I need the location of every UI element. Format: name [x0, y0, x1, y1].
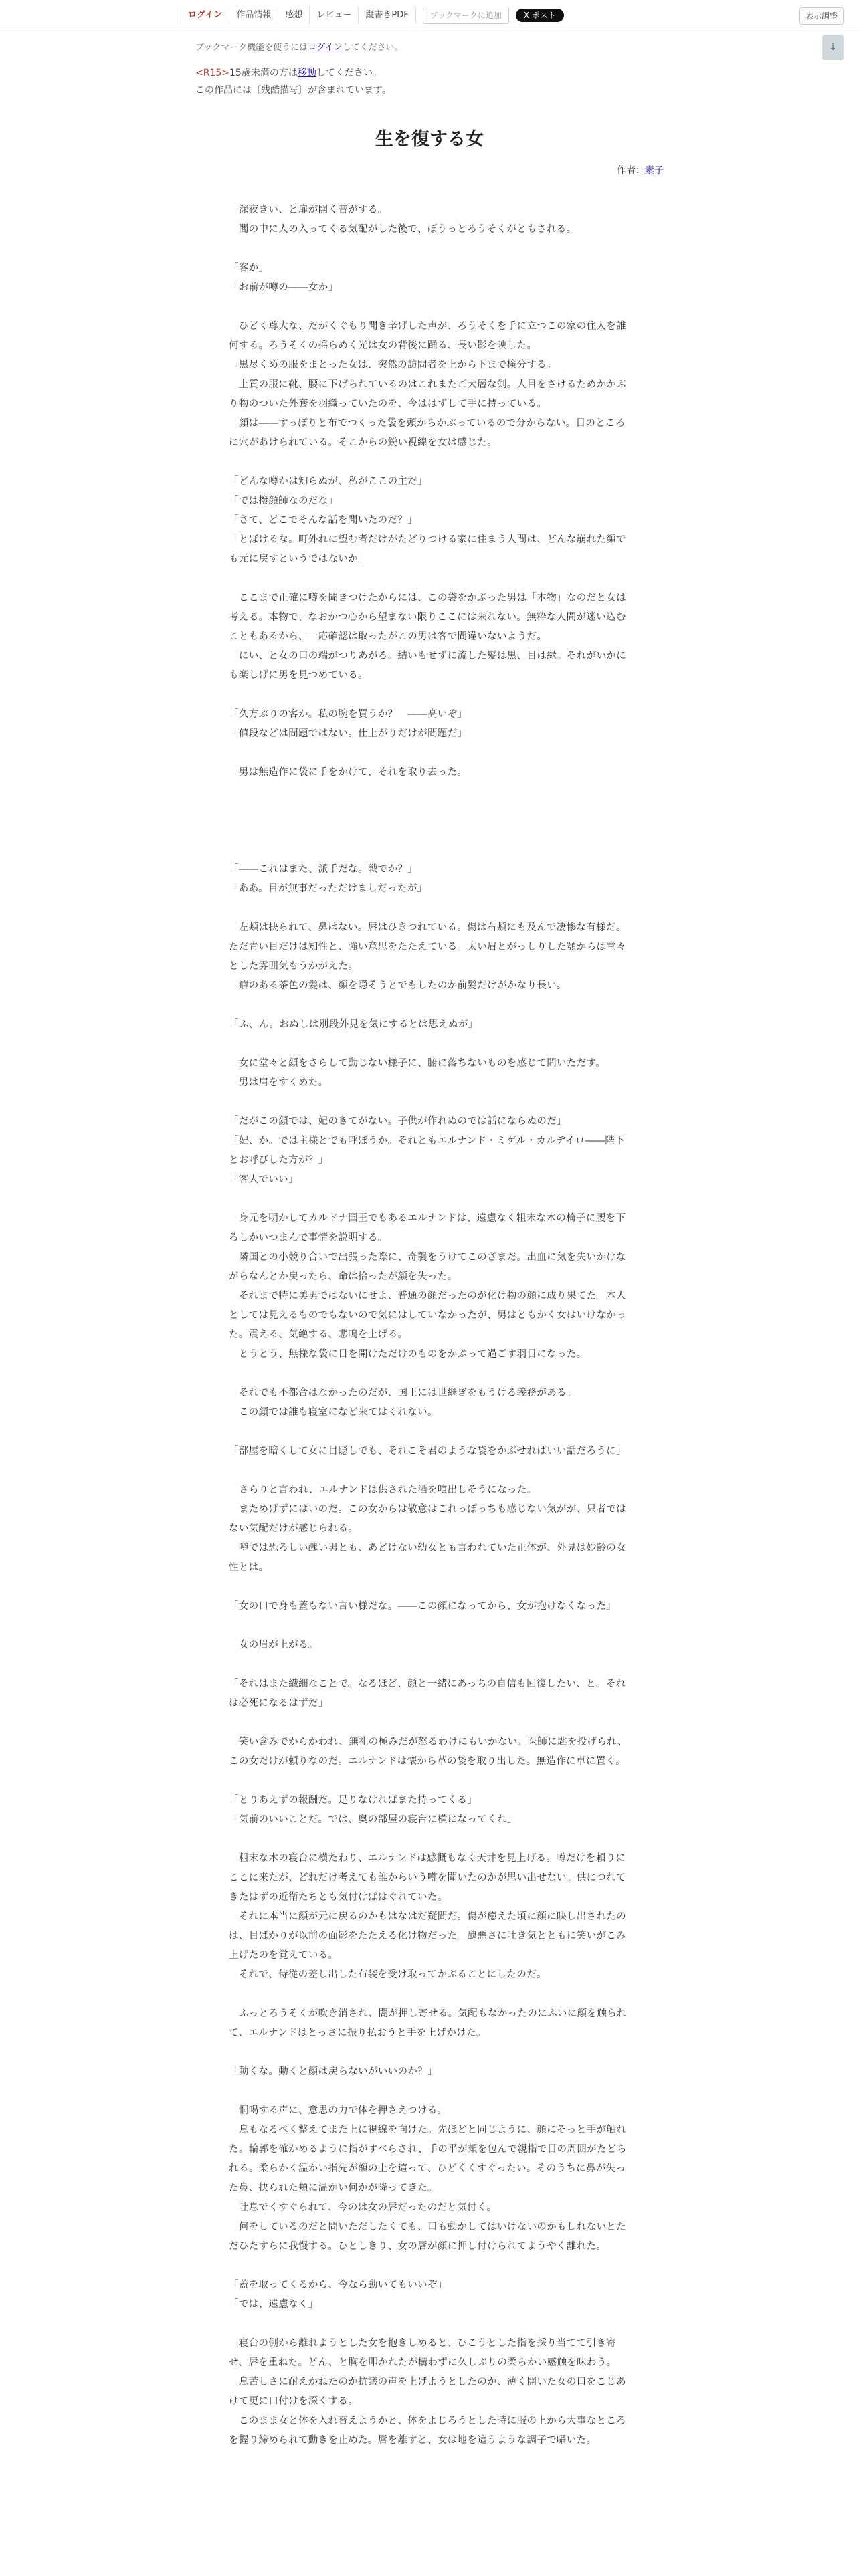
novel-paragraph [229, 1830, 630, 1849]
novel-paragraph: 身元を明かしてカルドナ国王でもあるエルナンドは、遠慮なく粗末な木の椅子に腰を下ろしかいつまんで事情を説明する。 [229, 1213, 626, 1243]
novel-paragraph: 吐息でくすぐられて、今のは女の唇だったのだと気付く。 [229, 2202, 497, 2213]
novel-paragraph: ふっとろうそくが吹き消され、闇が押し寄せる。気配もなかったのにふいに顔を触られて、エルナンドはとっさに振り払おうと手を上げかけた。 [229, 2008, 627, 2038]
novel-paragraph: 上質の服に靴、腰に下げられているのはこれまたご大層な剣。人目をさけるためかかぶり物のついた外套を羽織っていたのを、今ははずして手に持っている。 [229, 379, 626, 409]
novel-paragraph: それでも不都合はなかったのだが、国王には世継ぎをもうける義務がある。 [229, 1388, 577, 1398]
novel-paragraph [229, 1093, 630, 1112]
vertical-pdf-link[interactable]: 縦書きPDF [359, 7, 415, 24]
novel-paragraph: 粗末な木の寝台に横たわり、エルナンドは感慨もなく天井を見上げる。噂だけを頼りにここに来たが、どれだけ考えても誰からいう噂を聞いたのかが思い出せない。供につれてきたはずの近衛たちとも気付けばはぐれていた。 [229, 1853, 626, 1903]
novel-paragraph [229, 569, 630, 588]
novel-paragraph [229, 2256, 630, 2276]
impressions-link[interactable]: 感想 [278, 7, 310, 24]
novel-paragraph: 噂では恐ろしい醜い男とも、あどけない幼女とも言われていた正体が、外見は妙齢の女性とは。 [229, 1543, 626, 1573]
novel-paragraph: 「気前のいいことだ。では、奥の部屋の寝台に横になってくれ」 [229, 1814, 517, 1825]
novel-paragraph: 「ふ、ん。おぬしは別段外見を気にするとは思えぬが」 [229, 1019, 478, 1030]
display-settings-button[interactable]: 表示調整 [799, 7, 844, 25]
author-line [617, 163, 664, 177]
novel-paragraph: 「部屋を暗くして女に目隠しでも、それこそ君のような袋をかぶせればいい話だろうに」 [229, 1446, 626, 1457]
novel-paragraph: 「客人でいい」 [229, 1174, 298, 1185]
novel-paragraph [229, 2315, 630, 2334]
novel-paragraph: 「客か」 [229, 263, 269, 274]
novel-paragraph: さらりと言われ、エルナンドは供された酒を噴出しそうになった。 [229, 1485, 537, 1495]
novel-paragraph: ひどく尊大な、だがくぐもり聞き辛げした声が、ろうそくを手に立つこの家の住人を誰何する。ろうそくの揺らめく光は女の背後に踊る、長い影を映した。 [229, 321, 626, 351]
novel-paragraph [229, 899, 630, 918]
novel-paragraph [229, 1422, 630, 1442]
novel-paragraph [229, 821, 630, 841]
novel-paragraph: 恫喝する声に、意思の力で体を押さえつける。 [229, 2105, 448, 2116]
novel-paragraph [229, 453, 630, 472]
novel-paragraph: にい、と女の口の端がつりあがる。結いもせずに流した髪は黒、目は緑。それがいかにも楽しげに男を見つめている。 [229, 651, 626, 681]
novel-paragraph: 黒尽くめの服をまとった女は、突然の訪問者を上から下まで検分する。 [229, 360, 557, 370]
novel-paragraph: 隣国との小競り合いで出張った際に、奇襲をうけてこのざまだ。出血に気を失いかけながらなんとか戻ったら、命は拾ったが顔を失った。 [229, 1252, 626, 1282]
novel-paragraph: 「蓋を取ってくるから、今なら動いてもいいぞ」 [229, 2280, 448, 2290]
novel-paragraph: 「では撥顔師なのだな」 [229, 496, 339, 506]
novel-paragraph: 「では、遠慮なく」 [229, 2299, 318, 2310]
novel-paragraph [229, 744, 630, 763]
novel-paragraph: 男は無造作に袋に手をかけて、それを取り去った。 [229, 767, 468, 778]
rating-move-link[interactable]: 移動 [297, 68, 316, 78]
novel-paragraph: 「とぼけるな。町外れに望む者だけがたどりつける家に住まう人間は、どんな崩れた顔でも元に戻すというではないか」 [229, 534, 626, 564]
bookmark-notice [195, 40, 403, 53]
novel-paragraph: 「――これはまた、派手だな。戦でか？」 [229, 864, 418, 875]
novel-paragraph [229, 298, 630, 317]
novel-paragraph [229, 1985, 630, 2004]
novel-paragraph: 「お前が噂の――女か」 [229, 282, 339, 293]
novel-paragraph: 「久方ぶりの客か。私の腕を買うか？ ――高いぞ」 [229, 709, 468, 720]
chevron-down-icon: ⇣ [829, 42, 837, 53]
login-link[interactable]: ログイン [181, 7, 229, 24]
novel-paragraph [229, 841, 630, 860]
novel-title: 生を復する女 [375, 129, 484, 150]
content-warning: この作品には〔残酷描写〕が含まれています。 [195, 85, 391, 96]
novel-paragraph: 闇の中に人の入ってくる気配がした後で、ぼうっとろうそくがともされる。 [229, 224, 577, 235]
novel-paragraph: 「動くな。動くと顔は戻らないがいいのか？」 [229, 2066, 438, 2077]
bookmark-add-button[interactable]: ブックマークに追加 [423, 7, 509, 24]
notice-text: ブックマーク機能を使うには [195, 43, 308, 53]
novel-paragraph: この顔では誰も寝室になど来てはくれない。 [229, 1407, 438, 1418]
novel-paragraph [229, 1616, 630, 1636]
novel-paragraph: 男は肩をすくめた。 [229, 1077, 328, 1088]
novel-paragraph: それまで特に美男ではないにせよ、普通の顔だったのが化け物の顔に成り果てた。本人としては見えるものでもないので気にはしていなかったが、男はともかく女はいけなかった。震える、気絶する、悲鳴を上げる。 [229, 1291, 626, 1340]
rating-tag: <R15> [195, 68, 230, 78]
notice-text-after: してください。 [342, 43, 403, 53]
novel-paragraph [229, 1190, 630, 1209]
novel-paragraph [229, 782, 630, 802]
novel-paragraph: 息苦しさに耐えかねたのか抗議の声を上げようとしたのか、薄く開いた女の口をこじあけて更に口付けを深くする。 [229, 2377, 626, 2407]
novel-paragraph: 顔は――すっぽりと布でつくった袋を頭からかぶっているので分からない。目のところに穴があけられている。そこからの鋭い視線を女は感じた。 [229, 418, 626, 448]
novel-paragraph: 女の眉が上がる。 [229, 1640, 318, 1650]
notice-login-link[interactable]: ログイン [308, 43, 343, 53]
rating-text-after: してください。 [316, 68, 382, 78]
review-link[interactable]: レビュー [310, 7, 359, 24]
novel-paragraph: 「どんな噂かは知らぬが、私がここの主だ」 [229, 476, 427, 487]
novel-paragraph: 「さて、どこでそんな話を聞いたのだ？」 [229, 515, 417, 526]
novel-paragraph: 寝台の側から離れようとした女を抱きしめると、ひこうとした指を採り当てて引き寄せ、唇を重ねた。どん、と胸を叩かれたが構わずに久しぶりの柔らかい感触を味わう。 [229, 2338, 617, 2368]
novel-paragraph: ここまで正確に噂を聞きつけたからには、この袋をかぶった男は「本物」なのだと女は考える。本物で、なおかつ心から望まない限りここには来れない。無粋な人間が迷い込むこともあるから、一応確認は取ったがこの男は客で間違いないようだ。 [229, 593, 626, 642]
author-name-link[interactable]: 素子 [645, 165, 664, 176]
novel-paragraph [229, 239, 630, 259]
novel-paragraph [229, 802, 630, 821]
x-post-button[interactable]: X ポスト [516, 9, 564, 22]
novel-paragraph [229, 996, 630, 1015]
novel-paragraph: 女に堂々と顔をさらして動じない様子に、腑に落ちないものを感じて問いただす。 [229, 1058, 606, 1069]
rating-text: 15歳未満の方は [229, 68, 298, 78]
novel-paragraph: 「値段などは問題ではない。仕上がりだけが問題だ」 [229, 728, 468, 739]
novel-paragraph [229, 685, 630, 705]
novel-paragraph: それで、侍従の差し出した布袋を受け取ってかぶることにしたのだ。 [229, 1969, 547, 1980]
novel-paragraph: それに本当に顔が元に戻るのかもはなはだ疑問だ。傷が癒えた頃に顔に映し出されたのは、目ばかりが以前の面影をたたえる化け物だった。醜悪さに吐き気とともに笑いがこみ上げたのを覚えている。 [229, 1911, 626, 1961]
novel-paragraph [229, 1578, 630, 1597]
novel-paragraph: 「妃、か。では主様とでも呼ぼうか。それともエルナンド・ミゲル・カルデイロ――陛下とお呼びした方が？」 [229, 1136, 625, 1166]
novel-paragraph [229, 1461, 630, 1481]
novel-paragraph: 何をしているのだと問いただしたくても、口も動かしてはいけないのかもしれないとただひたすらに我慢する。ひとしきり、女の唇が顔に押し付けられてようやく離れた。 [229, 2222, 626, 2252]
novel-paragraph: このまま女と体を入れ替えようかと、体をよじろうとした時に服の上から大事なところを握り締められて動きを止めた。唇を離すと、女は地を這うような調子で囁いた。 [229, 2416, 626, 2446]
author-label: 作者： [617, 165, 645, 176]
novel-paragraph: 笑い含みでからかわれ、無礼の極みだが怒るわけにもいかない。医師に匙を投げられ、この女だけが頼りなのだ。エルナンドは懐から革の袋を取り出した。無造作に卓に置く。 [229, 1737, 628, 1767]
novel-paragraph [229, 1713, 630, 1733]
novel-paragraph [229, 1364, 630, 1384]
work-info-link[interactable]: 作品情報 [229, 7, 278, 24]
novel-paragraph: 「だがこの顔では、妃のきてがない。子供が作れぬのでは話にならぬのだ」 [229, 1116, 567, 1127]
novel-paragraph: 「とりあえずの報酬だ。足りなければまた持ってくる」 [229, 1795, 478, 1806]
novel-paragraph: 癖のある茶色の髪は、顔を隠そうとでもしたのか前髪だけがかなり長い。 [229, 980, 567, 991]
novel-paragraph: 「ああ。目が無事だっただけましだったが」 [229, 883, 427, 894]
novel-body [229, 201, 630, 2450]
novel-paragraph: 左頬は抉られて、鼻はない。唇はひきつれている。傷は右頬にも及んで凄惨な有様だ。ただ青い目だけは知性と、強い意思をたたえている。太い眉とがっしりした顎からは堂々とした雰囲気もうかがえた。 [229, 922, 626, 972]
novel-paragraph: 「それはまた繊細なことで。なるほど、顔と一緒にあっちの自信も回復したい、と。それは必死になるはずだ」 [229, 1679, 626, 1709]
novel-paragraph [229, 1655, 630, 1675]
novel-paragraph [229, 2082, 630, 2101]
novel-paragraph [229, 1772, 630, 1791]
rating-notice [195, 66, 382, 79]
top-bar [0, 0, 859, 31]
novel-paragraph [229, 2043, 630, 2062]
novel-paragraph: まためげずにはいのだ。この女からは敬意はこれっぽっちも感じない気がが、只者ではない気配だけが感じられる。 [229, 1504, 626, 1534]
novel-paragraph [229, 1035, 630, 1054]
scroll-button[interactable] [822, 35, 844, 60]
novel-paragraph: 「女の口で身も蓋もない言い様だな。――この顔になってから、女が抱けなくなった」 [229, 1601, 617, 1612]
novel-paragraph: 息もなるべく整えてまた上に視線を向けた。先ほどと同じように、顔にそっと手が触れた。輪郭を確かめるように指がすべらされ、手の平が頬を包んで親指で目の周囲がたどられる。柔らかく温かい指先が額の上を這って、ひどくくすぐったい。そのうちに鼻が失った鼻、抉られた頬に温かい何かが降ってきた。 [229, 2125, 627, 2193]
novel-paragraph: とうとう、無様な袋に目を開けただけのものをかぶって過ごす羽目になった。 [229, 1349, 587, 1360]
novel-paragraph: 深夜きい、と扉が開く音がする。 [229, 205, 388, 215]
nav-bar [181, 7, 564, 24]
